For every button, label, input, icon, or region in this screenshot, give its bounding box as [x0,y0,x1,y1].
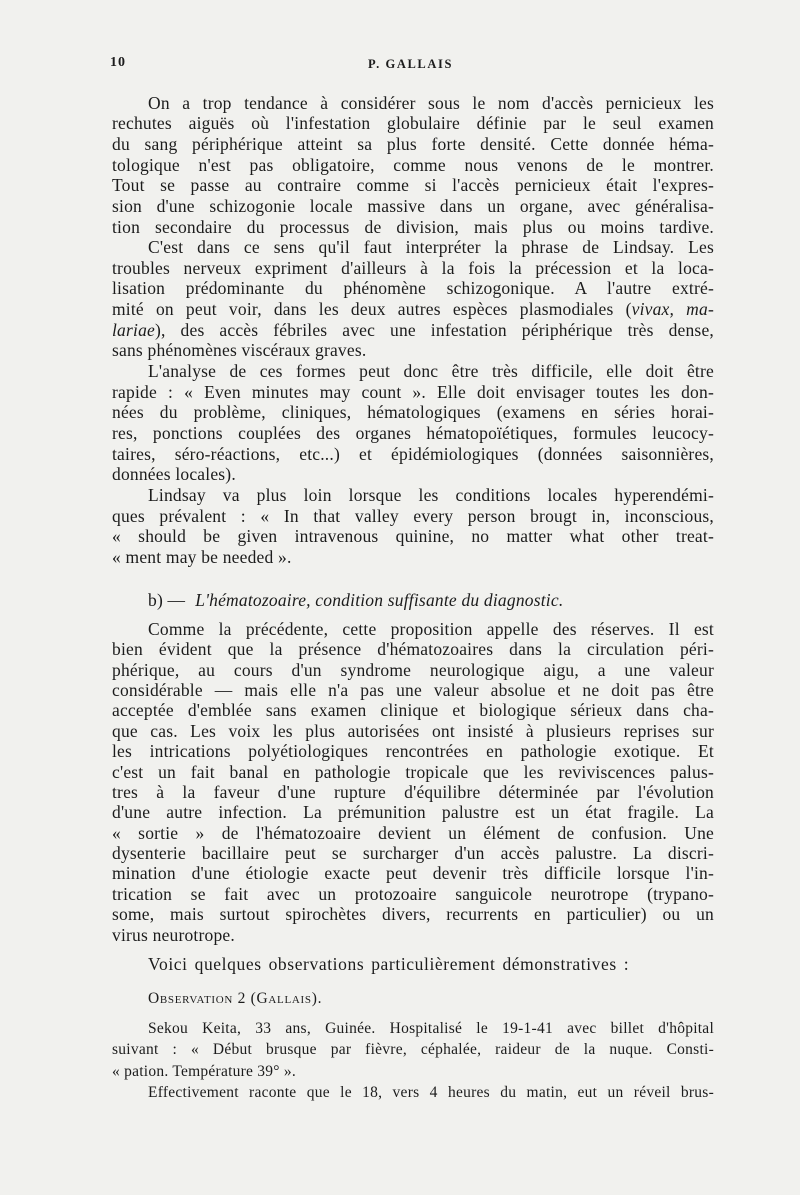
text-line: On a trop tendance à considérer sous le nom d'accès pernicieux les [148,92,714,113]
section-label: b) — [148,590,186,610]
text-line: « ment may be needed ». [112,546,292,567]
text-segment: ), des accès fébriles avec une infestation périphérique très dense, [155,319,714,340]
text-line: du sang périphérique atteint sa plus forte densité. Cette donnée héma- [112,133,714,154]
text-line: troubles nerveux expriment d'ailleurs à la fois la précession et la loca- [112,257,714,278]
text-line: tologique n'est pas obligatoire, comme nous venons de le montrer. [112,154,714,175]
page-number: 10 [110,55,126,70]
text-line: dysenterie bacillaire peut se surcharger d'un accès palustre. La discri- [112,843,714,864]
text-line: virus neurotrope. [112,924,235,945]
text-line: rapide : « Even minutes may count ». Elle doit envisager toutes les don- [112,381,714,402]
text-line: « should be given intravenous quinine, no matter what other treat- [112,526,714,547]
section-title: L'hématozoaire, condition suffisante du diagnostic. [195,590,564,610]
text-line: « sortie » de l'hématozoaire devient un élément de confusion. Une [112,822,714,843]
text-line: Lindsay va plus loin lorsque les conditions locales hyperendémi- [148,484,714,505]
text-line: tion secondaire du processus de division, mais plus ou moins tardive. [112,216,714,237]
text-block [112,954,714,974]
text-line: rechutes aiguës où l'infestation globulaire définie par le seul examen [112,113,714,134]
text-line: Effectivement raconte que le 18, vers 4 heures du matin, eut un réveil brus- [148,1084,714,1102]
text-line: res, ponctions couplées des organes hématopoïétiques, formules leucocy- [112,422,714,443]
text-line: suivant : « Début brusque par fièvre, céphalée, raideur de la nuque. Consti- [112,1041,714,1059]
text-line: Comme la précédente, cette proposition appelle des réserves. Il est [148,618,714,639]
text-line: données locales). [112,464,236,485]
text-line: sion d'une schizogonie locale massive dans un organe, avec généralisa- [112,195,714,216]
text-line: d'une autre infection. La prémunition palustre est un état fragile. La [112,802,714,823]
text-line: que cas. Les voix les plus autorisées ont insisté à plusieurs reprises sur [112,720,714,741]
text-line: C'est dans ce sens qu'il faut interpréter la phrase de Lindsay. Les [148,237,714,258]
text-line: L'analyse de ces formes peut donc être très difficile, elle doit être [148,361,714,382]
text-line: ques prévalent : « In that valley every person brougt in, inconscious, [112,505,714,526]
section-heading [148,590,563,610]
text-line: c'est un fait banal en pathologie tropicale que les reviviscences palus- [112,761,714,782]
text-line: Tout se passe au contraire comme si l'accès pernicieux était l'expres- [112,175,714,196]
text-line: trication se fait avec un protozoaire sanguicole neurotrope (trypano- [112,883,714,904]
text-block [112,93,714,568]
text-line: considérable — mais elle n'a pas une valeur absolue et ne doit pas être [112,679,714,700]
text-line: Voici quelques observations particulièrement démonstratives : [148,954,630,974]
text-line: bien évident que la présence d'hématozoaires dans la circulation péri- [112,639,714,660]
text-line: nées du problème, cliniques, hématologiques (examens en séries horai- [112,402,714,423]
text-segment: mité on peut voir, dans les deux autres espèces plasmodiales ( [112,299,632,320]
italic-text: vivax, ma- [631,299,714,320]
text-line: les intrications polyétiologiques rencontrées en pathologie exotique. Et [112,741,714,762]
observation-heading: Observation 2 (Gallais). [148,990,323,1007]
text-line: taires, séro-réactions, etc...) et épidémiologiques (données saisonnières, [112,443,714,464]
text-line: acceptée d'emblée sans examen clinique et biologique sérieux dans cha- [112,700,714,721]
text-line: phérique, au cours d'un syndrome neurologique aigu, a une valeur [112,659,714,680]
text-line: sans phénomènes viscéraux graves. [112,340,367,361]
text-line: some, mais surtout spirochètes divers, recurrents en particulier) ou un [112,904,714,925]
text-line: lisation prédominante du phénomène schizogonique. A l'autre extré- [112,278,714,299]
text-line [112,320,714,341]
text-line: tres à la faveur d'une rupture d'équilibre déterminée par l'évolution [112,781,714,802]
text-line: Sekou Keita, 33 ans, Guinée. Hospitalisé le 19-1-41 avec billet d'hôpital [148,1020,714,1037]
observation-text [112,1018,714,1104]
text-block [112,619,714,945]
running-head: P. GALLAIS [368,57,454,71]
text-line: « pation. Température 39° ». [112,1062,297,1080]
italic-text: lariae [112,319,156,340]
text-line [112,299,714,320]
text-line: mination d'une étiologie exacte peut devenir très difficile lorsque l'in- [112,863,714,884]
